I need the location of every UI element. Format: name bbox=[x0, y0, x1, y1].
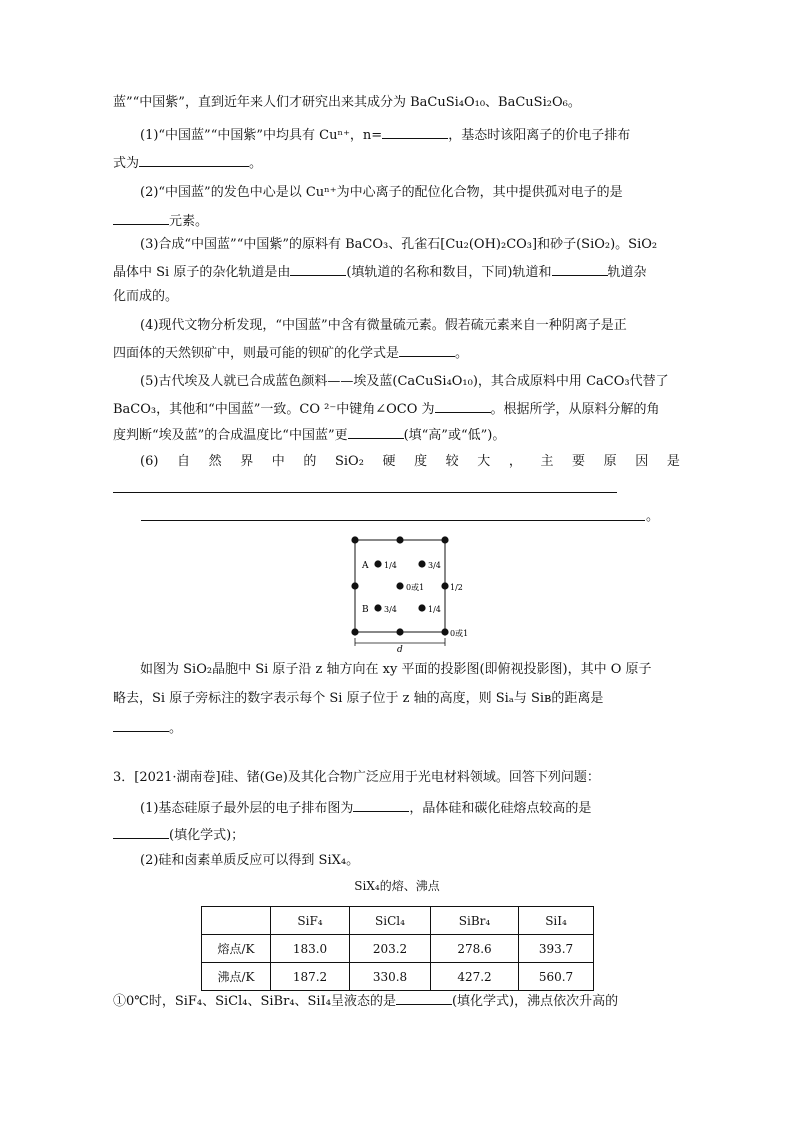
answer-blank[interactable] bbox=[139, 152, 249, 167]
answer-blank[interactable] bbox=[290, 261, 346, 276]
table-cell: 427.2 bbox=[431, 963, 519, 991]
answer-blank[interactable] bbox=[552, 261, 608, 276]
si-atom-a bbox=[374, 560, 381, 567]
answer-blank[interactable] bbox=[382, 124, 448, 139]
height-label: 1/4 bbox=[428, 605, 441, 614]
table-header: SiCl₄ bbox=[350, 907, 431, 935]
dimension-label: d bbox=[397, 645, 403, 654]
answer-blank[interactable] bbox=[113, 210, 169, 225]
table-cell: 183.0 bbox=[271, 935, 350, 963]
question-5-line-1: (5)古代埃及人就已合成蓝色颜料——埃及蓝(CaCuSi₄O₁₀)，其合成原料中用 CaCO₃代替了 bbox=[140, 374, 669, 389]
table-cell: 沸点/K bbox=[202, 963, 271, 991]
si-atom bbox=[418, 560, 425, 567]
question-1-line-1: (1)“中国蓝”“中国紫”中均具有 Cuⁿ⁺，n= ，基态时该阳离子的价电子排布 bbox=[140, 124, 630, 146]
problem-3-q1-line-2: (填化学式)； bbox=[113, 824, 244, 846]
si-atoms bbox=[351, 536, 448, 635]
table-header: SiBr₄ bbox=[431, 907, 519, 935]
table-cell: 393.7 bbox=[519, 935, 594, 963]
table-cell: 330.8 bbox=[350, 963, 431, 991]
height-label: 0或1 bbox=[406, 583, 425, 592]
figure-paragraph-line-2: 略去，Si 原子旁标注的数字表示每个 Si 原子位于 z 轴的高度，则 Siₐ与 Siʙ的距离是 bbox=[113, 691, 604, 706]
height-label: 1/4 bbox=[384, 561, 397, 570]
last-question-line: ①0℃时，SiF₄、SiCl₄、SiBr₄、SiI₄呈液态的是 (填化学式)，沸点依次升高的 bbox=[113, 990, 618, 1012]
table-header: SiI₄ bbox=[519, 907, 594, 935]
height-label: 1/2 bbox=[450, 583, 463, 592]
figure-paragraph-line-3: 。 bbox=[113, 717, 182, 739]
answer-blank[interactable] bbox=[399, 342, 455, 357]
height-label: 3/4 bbox=[384, 605, 397, 614]
question-3-line-2: 晶体中 Si 原子的杂化轨道是由 (填轨道的名称和数目，下同)轨道和 轨道杂 bbox=[113, 261, 647, 283]
answer-blank[interactable] bbox=[348, 424, 404, 439]
question-3-line-1: (3)合成“中国蓝”“中国紫”的原料有 BaCO₃、孔雀石[Cu₂(OH)₂CO₃]和砂子(SiO₂)。SiO₂ bbox=[140, 237, 658, 252]
question-2-line-2: 元素。 bbox=[113, 210, 208, 232]
question-5-line-2: BaCO₃，其他和“中国蓝”一致。CO ²⁻中键角∠OCO 为 。根据所学，从原料分解的角 bbox=[113, 398, 660, 420]
si-atom bbox=[396, 536, 403, 543]
table-header-row bbox=[202, 907, 594, 935]
table-caption: SiX₄的熔、沸点 bbox=[354, 879, 440, 893]
answer-blank[interactable] bbox=[113, 824, 169, 839]
table-cell: 熔点/K bbox=[202, 935, 271, 963]
table-cell: 203.2 bbox=[350, 935, 431, 963]
answer-blank[interactable] bbox=[396, 990, 452, 1005]
table-cell: 187.2 bbox=[271, 963, 350, 991]
sio2-projection-figure bbox=[340, 530, 490, 654]
problem-3-title: 3．[2021·湖南卷]硅、锗(Ge)及其化合物广泛应用于光电材料领域。回答下列问题： bbox=[113, 770, 600, 785]
label-a: A bbox=[362, 561, 369, 571]
si-atom bbox=[418, 604, 425, 611]
si-atom bbox=[441, 582, 448, 589]
answer-blank[interactable] bbox=[353, 797, 409, 812]
si-atom bbox=[441, 536, 448, 543]
table-cell: 278.6 bbox=[431, 935, 519, 963]
figure-paragraph-line-1: 如图为 SiO₂晶胞中 Si 原子沿 z 轴方向在 xy 平面的投影图(即俯视投影图)，其中 O 原子 bbox=[140, 662, 652, 677]
period: 。 bbox=[646, 509, 660, 524]
question-1-line-2: 式为 。 bbox=[113, 152, 262, 174]
table-cell: 560.7 bbox=[519, 963, 594, 991]
answer-blank[interactable] bbox=[435, 398, 491, 413]
si-atom bbox=[441, 628, 448, 635]
question-2-line-1: (2)“中国蓝”的发色中心是以 Cuⁿ⁺为中心离子的配位化合物，其中提供孤对电子的是 bbox=[140, 185, 623, 200]
question-3-line-3: 化而成的。 bbox=[113, 289, 179, 304]
answer-line[interactable] bbox=[141, 520, 645, 521]
table-header: SiF₄ bbox=[271, 907, 350, 935]
si-atom bbox=[396, 628, 403, 635]
table-header bbox=[202, 907, 271, 935]
label-b: B bbox=[362, 605, 369, 615]
height-label: 3/4 bbox=[428, 561, 441, 570]
question-4-line-2: 四面体的天然钡矿中，则最可能的钡矿的化学式是 。 bbox=[113, 342, 468, 364]
problem-3-q1-line-1: (1)基态硅原子最外层的电子排布图为 ，晶体硅和碳化硅熔点较高的是 bbox=[140, 797, 591, 819]
height-label: 0或1 bbox=[450, 629, 469, 638]
intro-line: 蓝”“中国紫”，直到近年来人们才研究出来其成分为 BaCuSi₄O₁₀、BaCuSi₂O₆。 bbox=[113, 95, 581, 110]
melting-boiling-table bbox=[201, 906, 594, 991]
question-6-line-1: (6) 自 然 界 中 的 SiO₂ 硬 度 较 大 ， 主 要 原 因 是 bbox=[140, 454, 680, 469]
si-atom-b bbox=[374, 604, 381, 611]
question-5-line-3: 度判断“埃及蓝”的合成温度比“中国蓝”更 (填“高”或“低”)。 bbox=[113, 424, 505, 446]
si-atom bbox=[396, 582, 403, 589]
si-atom bbox=[351, 582, 358, 589]
answer-line[interactable] bbox=[113, 492, 617, 493]
table-row bbox=[202, 935, 594, 963]
problem-3-q2: (2)硅和卤素单质反应可以得到 SiX₄。 bbox=[140, 853, 360, 868]
answer-blank[interactable] bbox=[113, 717, 169, 732]
si-atom bbox=[351, 628, 358, 635]
question-4-line-1: (4)现代文物分析发现，“中国蓝”中含有微量硫元素。假若硫元素来自一种阴离子是正 bbox=[140, 318, 627, 333]
table-row bbox=[202, 963, 594, 991]
si-atom bbox=[351, 536, 358, 543]
